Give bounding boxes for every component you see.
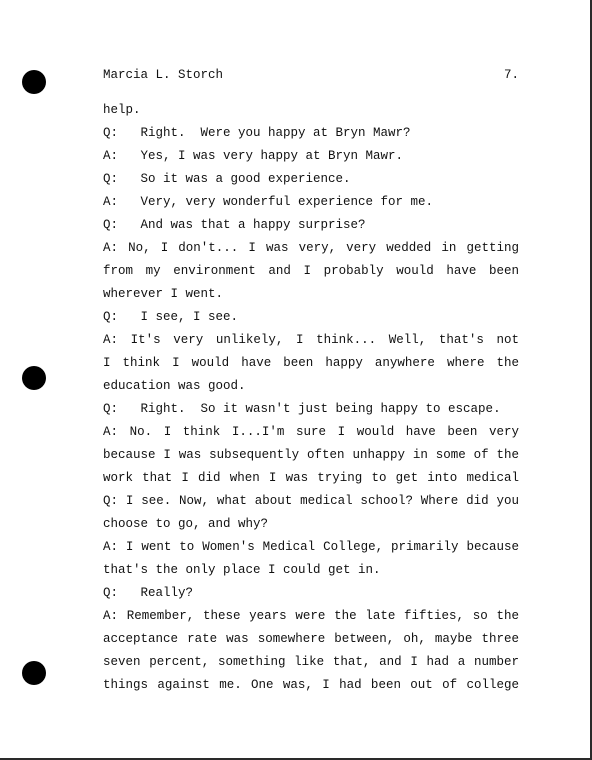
transcript-line: choose to go, and why? [103, 517, 269, 531]
transcript-line: A: No. I think I...I'm sure I would have been very [103, 425, 519, 439]
header-interviewee-name: Marcia L. Storch [103, 68, 224, 82]
transcript-line: A: Very, very wonderful experience for me. [103, 195, 434, 209]
transcript-line: things against me. One was, I had been out of college [103, 678, 519, 692]
transcript-line: Q: Right. Were you happy at Bryn Mawr? [103, 126, 411, 140]
transcript-line: Q: I see, I see. [103, 310, 239, 324]
transcript-line: A: It's very unlikely, I think... Well, that's not [103, 333, 519, 347]
header-page-number: 7. [503, 68, 519, 82]
transcript-line: wherever I went. [103, 287, 224, 301]
transcript-line: I think I would have been happy anywhere where the [103, 356, 519, 370]
transcript-line: because I was subsequently often unhappy in some of the [103, 448, 519, 462]
page-header [103, 66, 519, 84]
transcript-line: A: Remember, these years were the late fifties, so the [103, 609, 519, 623]
transcript-line: Q: I see. Now, what about medical school? Where did you [103, 494, 519, 508]
transcript-line: from my environment and I probably would have been [103, 264, 519, 278]
transcript-line: Q: Right. So it wasn't just being happy to escape. [103, 402, 501, 416]
transcript-body [103, 99, 519, 697]
binder-hole-middle [22, 366, 46, 390]
binder-hole-top [22, 70, 46, 94]
transcript-line: Q: Really? [103, 586, 194, 600]
transcript-line: A: I went to Women's Medical College, primarily because [103, 540, 519, 554]
transcript-line: A: Yes, I was very happy at Bryn Mawr. [103, 149, 404, 163]
binder-hole-bottom [22, 661, 46, 685]
transcript-line: help. [103, 103, 141, 117]
transcript-line: that's the only place I could get in. [103, 563, 381, 577]
transcript-line: seven percent, something like that, and I had a number [103, 655, 519, 669]
transcript-line: A: No, I don't... I was very, very wedded in getting [103, 241, 519, 255]
transcript-line: Q: And was that a happy surprise? [103, 218, 366, 232]
transcript-line: work that I did when I was trying to get into medical [103, 471, 519, 485]
transcript-line: Q: So it was a good experience. [103, 172, 351, 186]
transcript-line: acceptance rate was somewhere between, oh, maybe three [103, 632, 519, 646]
transcript-line: education was good. [103, 379, 246, 393]
